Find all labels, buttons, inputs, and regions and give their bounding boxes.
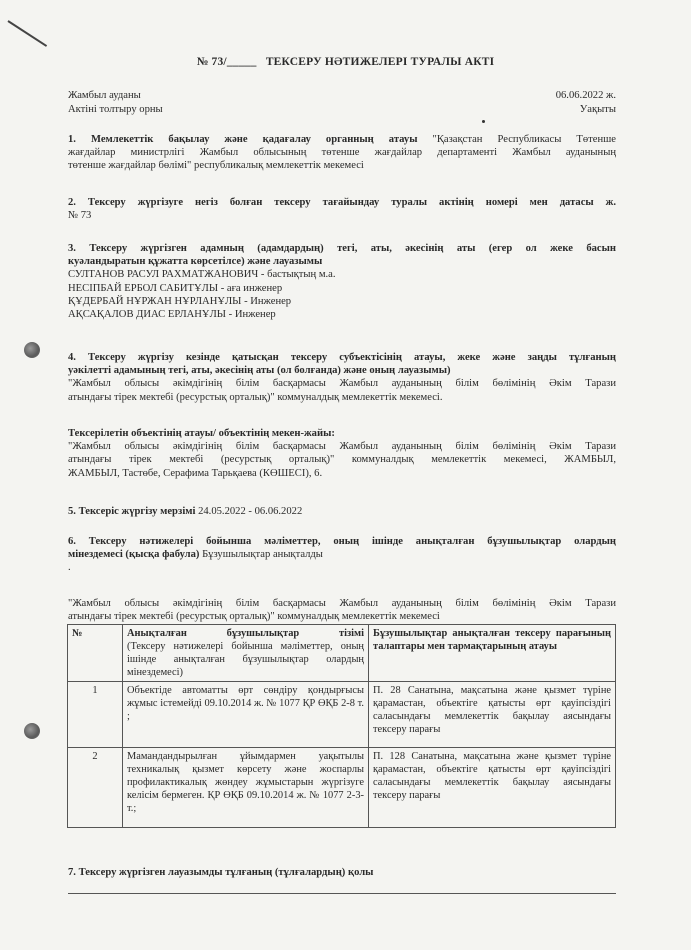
section-3 xyxy=(68,242,616,321)
section-1-value-line3: төтенше жағдайлар бөлімі" республикалық мемлекеттік мекемесі xyxy=(68,160,364,172)
inspector-2: НЕСІПБАЙ ЕРБОЛ САБИТҰЛЫ - аға инженер xyxy=(68,282,283,294)
inspector-1: СУЛТАНОВ РАСУЛ РАХМАТЖАНОВИЧ - бастықтың м.а. xyxy=(68,269,336,281)
scan-artifact-line xyxy=(7,20,47,47)
row-2-num: 2 xyxy=(68,748,123,828)
section-4 xyxy=(68,351,616,404)
table-org-line1: "Жамбыл облысы әкімдігінің білім басқармасы Жамбыл ауданының білім бөлімінің Әкім Тарази xyxy=(68,598,616,609)
section-6-line1: 6. Тексеру нәтижелері бойынша мәліметтер, оның ішінде анықталған бұзушылықтар олардың xyxy=(68,536,616,547)
act-title-text: ТЕКСЕРУ НӘТИЖЕЛЕРІ ТУРАЛЫ АКТІ xyxy=(265,56,495,68)
section-5 xyxy=(68,505,616,518)
section-6-line2-value: Бұзушылықтар анықталды xyxy=(199,549,323,561)
section-1-value-line1: "Қазақстан Республикасы Төтенше xyxy=(432,134,616,145)
section-4-line1: 4. Тексеру жүргізу кезінде қатысқан тексеру субъектісінің атауы, жеке және заңды тұлғаның xyxy=(68,352,616,363)
section-6 xyxy=(68,535,616,575)
section-6-marker: . xyxy=(68,562,71,574)
punch-hole-bottom xyxy=(24,723,40,739)
row-2-checklist: П. 128 Санатына, мақсатына және қызмет түріне қарамастан, объектіге қатысты өрт қауіпсіздігі саласындағы мемлекеттік бақылау аясындағы тексеру парағы xyxy=(369,748,616,828)
section-7: 7. Тексеру жүргізген лауазымды тұлғаның (тұлғалардың) қолы xyxy=(68,867,374,878)
section-4-line4: атындағы тірек мектебі (ресурстық орталық)" коммуналдық мемлекеттік мекемесі. xyxy=(68,391,443,403)
header-checklist: Бұзушылықтар анықталған тексеру парағының талаптары мен тармақтарының атауы xyxy=(369,625,616,682)
object-line2: атындағы тірек мектебі (ресурстық орталық)" коммуналдық мемлекеттік мекемесі, ЖАМБЫЛ, xyxy=(68,454,616,466)
time-label: Уақыты xyxy=(579,104,616,115)
section-3-line2: куәландыратын құжатта көрсетілсе) және лауазымы xyxy=(68,256,323,268)
district: Жамбыл ауданы xyxy=(68,90,141,101)
section-1-value-line2: жағдайлар министрлігі Жамбыл облысының төтенше жағдайлар департаменті Жамбыл ауданының xyxy=(68,147,616,159)
ink-dot xyxy=(482,120,485,123)
section-4-line3: "Жамбыл облысы әкімдігінің білім басқармасы Жамбыл ауданының білім бөлімінің Әкім Тарази xyxy=(68,378,616,390)
act-date: 06.06.2022 ж. xyxy=(555,90,616,101)
inspector-4: АҚСАҚАЛОВ ДИАС ЕРЛАНҰЛЫ - Инженер xyxy=(68,309,276,321)
place-row xyxy=(68,89,616,102)
section-2-line1: 2. Тексеру жүргізуге негіз болған тексеру тағайындау туралы актінің номері мен датасы ж. xyxy=(68,197,616,208)
section-2 xyxy=(68,196,616,222)
table-org-caption xyxy=(68,597,616,623)
signature-line xyxy=(68,893,616,894)
row-1-num: 1 xyxy=(68,682,123,748)
row-1-checklist: П. 28 Санатына, мақсатына және қызмет түріне қарамастан, объектіге қатысты өрт қауіпсіздігі саласындағы мемлекеттік бақылау аясындағы тексеру парағы xyxy=(369,682,616,748)
section-4-line2: уәкілетті адамының тегі, аты, әкесінің аты (ол болғанда) және оның лауазымы) xyxy=(68,365,451,377)
header-violations xyxy=(123,625,369,682)
table-header-row xyxy=(68,625,616,682)
row-1-violation: Объектіде автоматты өрт сөндіру қондырғысы жұмыс істемейді 09.10.2014 ж. № 1077 ҚР ӨҚБ 2-8 т. ; xyxy=(123,682,369,748)
section-1 xyxy=(68,133,616,173)
header-num: № xyxy=(68,625,123,682)
object-label: Тексерілетін объектінің атауы/ объектінің мекен-жайы: xyxy=(68,428,335,439)
inspector-3: ҚҰДЕРБАЙ НҰРЖАН НҰРЛАНҰЛЫ - Инженер xyxy=(68,295,292,307)
act-title xyxy=(0,56,691,69)
act-number: № 73/_____ xyxy=(196,56,257,68)
section-2-line2: № 73 xyxy=(68,210,92,222)
section-3-line1: 3. Тексеру жүргізген адамның (адамдардың) тегі, аты, әкесінің аты (егер ол жеке басын xyxy=(68,243,616,254)
punch-hole-top xyxy=(24,342,40,358)
section-5-value: 24.05.2022 - 06.06.2022 xyxy=(198,506,303,517)
row-2-violation: Мамандандырылған ұйымдармен уақытылы техникалық қызмет көрсету және жоспарлы профилактикалық жөндеу жұмыстарын жүргізуге келісім бермеген. ҚР ӨҚБ 09.10.2014 ж. № 1077 2-3-т.; xyxy=(123,748,369,828)
object-line3: ЖАМБЫЛ, Тастөбе, Серафима Тарьқаева (КӨШЕСІ), 6. xyxy=(68,467,323,479)
place-label: Актіні толтыру орны xyxy=(68,104,163,115)
section-6-line2-label: мінездемесі (қысқа фабула) xyxy=(68,549,200,561)
header-violations-sub: (Тексеру нәтижелері бойынша мәліметтер, оның ішінде анықталған бұзушылықтар олардың мінездемесі) xyxy=(127,641,364,678)
table-row xyxy=(68,682,616,748)
place-label-row xyxy=(68,103,616,116)
header-violations-title: Анықталған бұзушылықтар тізімі xyxy=(127,628,364,639)
table-row xyxy=(68,748,616,828)
section-5-label: 5. Тексеріс жүргізу мерзімі xyxy=(68,506,196,517)
section-1-label: 1. Мемлекеттік бақылау және қадағалау органның атауы xyxy=(68,134,418,145)
table-org-line2: атындағы тірек мектебі (ресурстық орталық)" коммуналдық мемлекеттік мекемесі xyxy=(68,611,440,623)
object-section xyxy=(68,427,616,480)
object-line1: "Жамбыл облысы әкімдігінің білім басқармасы Жамбыл ауданының білім бөлімінің Әкім Тарази xyxy=(68,441,616,453)
violations-table xyxy=(67,624,616,828)
